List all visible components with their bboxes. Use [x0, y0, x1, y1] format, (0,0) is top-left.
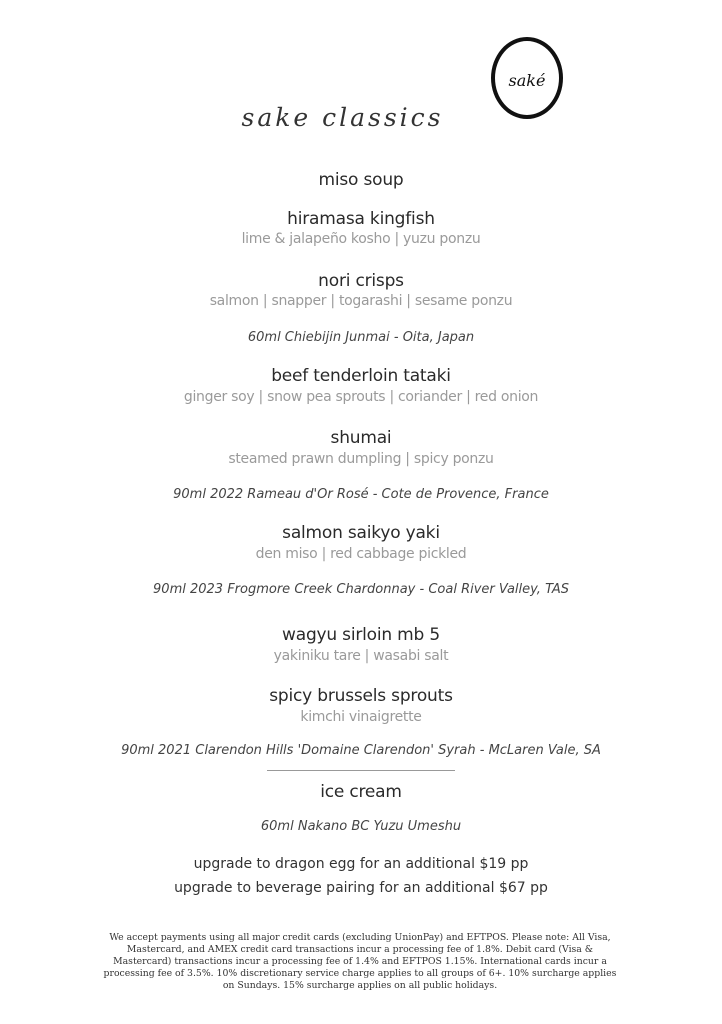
upgrade-option: upgrade to beverage pairing for an additional $67 pp [174, 880, 548, 896]
divider [267, 770, 455, 771]
dish-name: nori crisps [318, 271, 404, 291]
wine-pairing: 90ml 2023 Frogmore Creek Chardonnay - Coal River Valley, TAS [153, 582, 569, 597]
dish-description: den miso | red cabbage pickled [255, 546, 467, 562]
wine-pairing: 90ml 2022 Rameau d'Or Rosé - Cote de Provence, France [173, 487, 549, 502]
wine-pairing: 60ml Chiebijin Junmai - Oita, Japan [247, 330, 475, 345]
dish-name: wagyu sirloin mb 5 [282, 625, 440, 645]
dish-name: shumai [330, 428, 392, 448]
dish-name: hiramasa kingfish [287, 209, 435, 229]
menu-title: sake classics [241, 103, 444, 132]
dish-description: steamed prawn dumpling | spicy ponzu [228, 451, 494, 467]
dish-description: yakiniku tare | wasabi salt [273, 648, 449, 664]
payment-notice: We accept payments using all major credit cards (excluding UnionPay) and EFTPOS. Please note: All Visa, Mastercard, and AMEX credit card transactions incur a processing fee of 1.8%. Debit card (Visa & Mastercard) transactions incur a processing fee of 1.4% and EFTPOS 1.15%. International cards incur a processing fee of 3.5%. 10% discretionary service charge applies to all groups of 6+. 10% surcharge applies on Sundays. 15% surcharge applies on all public holidays. [103, 932, 617, 991]
wine-pairing: 90ml 2021 Clarendon Hills 'Domaine Clarendon' Syrah - McLaren Vale, SA [121, 743, 601, 758]
dish-name: salmon saikyo yaki [282, 523, 440, 543]
logo-text: saké [508, 71, 546, 90]
dish-name: spicy brussels sprouts [269, 686, 453, 706]
wine-pairing: 60ml Nakano BC Yuzu Umeshu [260, 819, 462, 834]
upgrade-option: upgrade to dragon egg for an additional $19 pp [193, 856, 529, 872]
dish-name: ice cream [320, 782, 402, 802]
dish-description: salmon | snapper | togarashi | sesame ponzu [209, 293, 513, 309]
dish-description: ginger soy | snow pea sprouts | coriander | red onion [183, 389, 539, 405]
dish-description: lime & jalapeño kosho | yuzu ponzu [241, 231, 481, 247]
dish-description: kimchi vinaigrette [300, 709, 422, 725]
dish-name: beef tenderloin tataki [271, 366, 451, 386]
dish-name: miso soup [318, 170, 404, 190]
